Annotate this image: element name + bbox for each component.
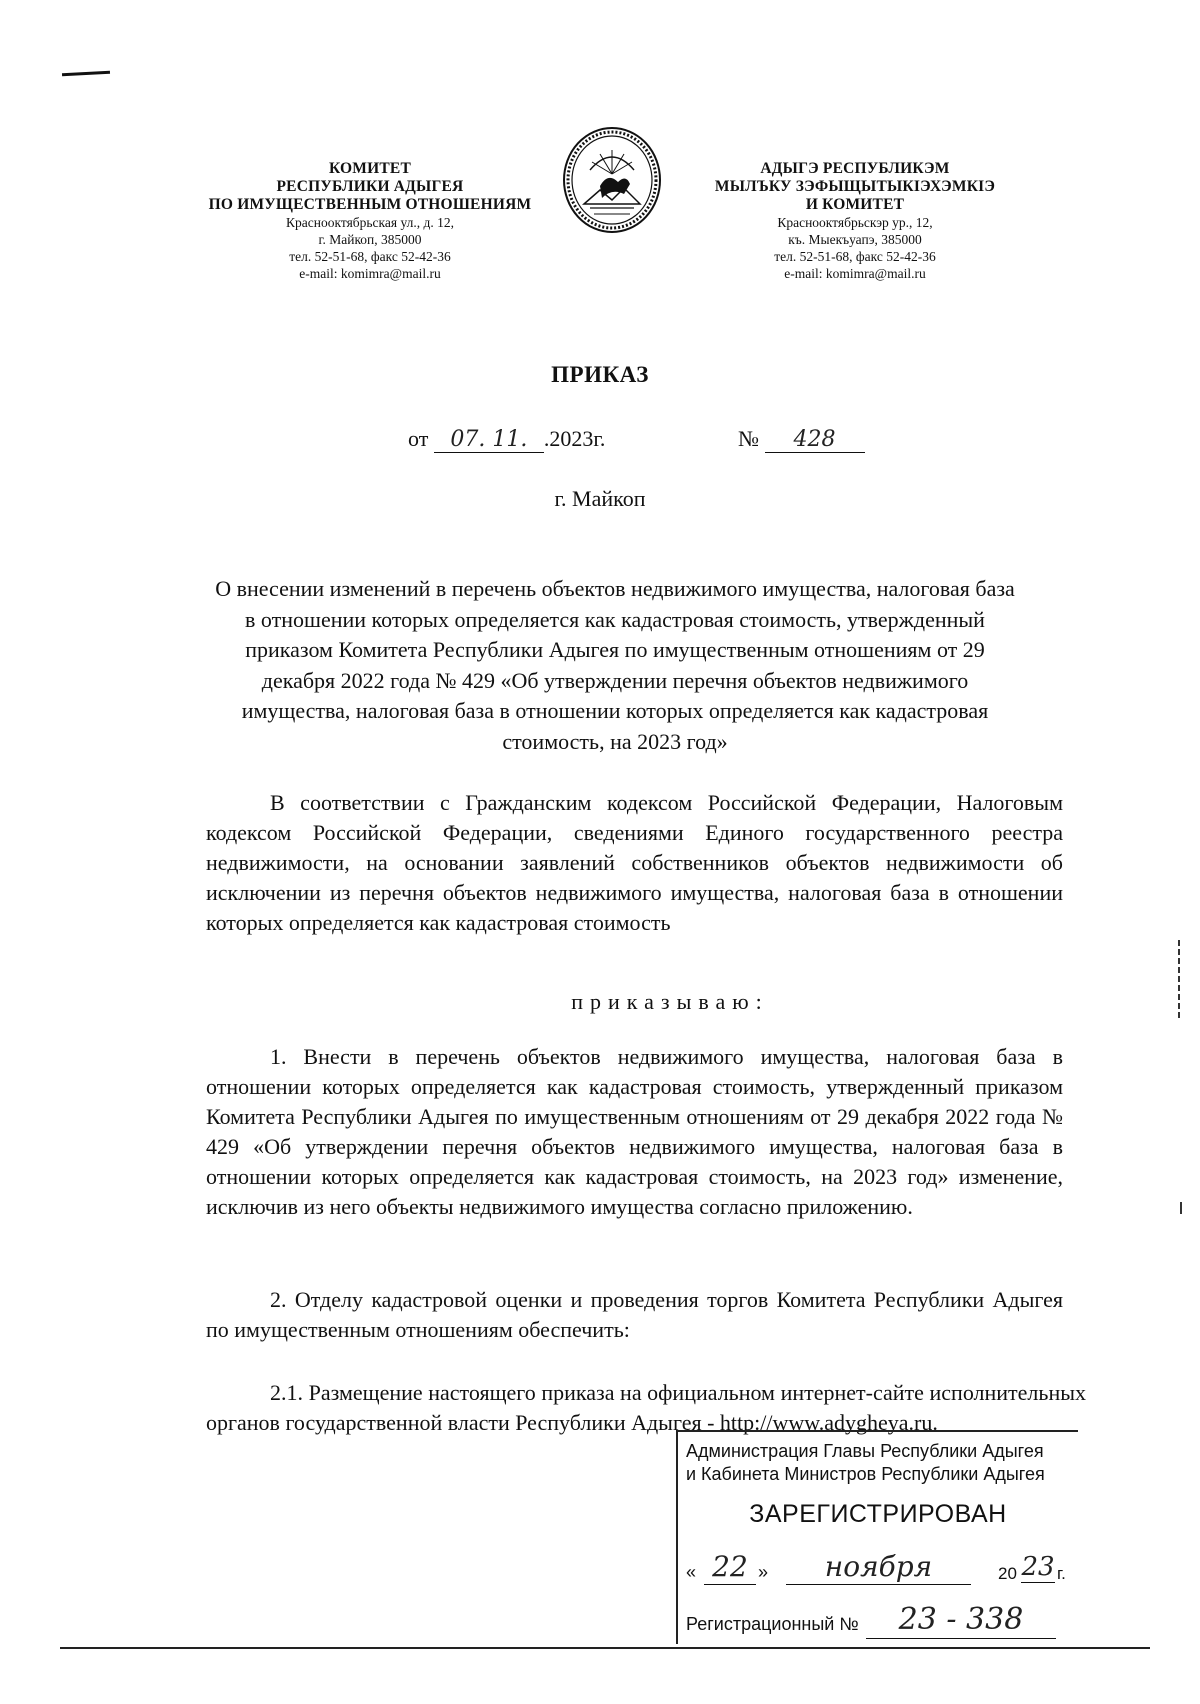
stamp-quote-open: « xyxy=(686,1562,697,1582)
header-left-address-1: Краснооктябрьская ул., д. 12, xyxy=(286,215,454,230)
preamble-paragraph: В соответствии с Гражданским кодексом Российской Федерации, Налоговым кодексом Российской Федерации, сведениями Единого государственного реестра недвижимости, на основании заявлений собственников объектов недвижимости об исключении из перечня объектов недвижимого имущества, налоговая база в отношении которых определяется как кадастровая стоимость xyxy=(206,790,1063,935)
order-number xyxy=(738,426,865,453)
order-title: ПРИКАЗ xyxy=(551,362,649,387)
number-prefix: № xyxy=(738,426,759,451)
header-right-title-2: МЫЛЪКУ ЗЭФЫЩЫТЫКIЭХЭМКIЭ xyxy=(714,178,996,195)
date-prefix: от xyxy=(408,426,429,451)
header-left-title-3: ПО ИМУЩЕСТВЕННЫМ ОТНОШЕНИЯМ xyxy=(208,196,532,213)
date-year: .2023г. xyxy=(543,426,606,451)
stamp-date xyxy=(686,1550,1078,1594)
header-left-title-2: РЕСПУБЛИКИ АДЫГЕЯ xyxy=(276,178,464,195)
stamp-org-line-2: и Кабинета Министров Республики Адыгея xyxy=(686,1464,1045,1484)
header-left-address-2: г. Майкоп, 385000 xyxy=(318,232,422,247)
scan-edge-mark xyxy=(1178,940,1180,1020)
header-right-title-1: АДЫГЭ РЕСПУБЛИКЭМ xyxy=(760,160,950,177)
header-left-email: e-mail: komimra@mail.ru xyxy=(299,266,441,281)
number-handwritten: 428 xyxy=(765,428,865,453)
stamp-quote-close: » xyxy=(758,1562,769,1582)
header-right-address-1: Краснооктябрьскэр ур., 12, xyxy=(777,215,933,230)
stamp-reg-label: Регистрационный № xyxy=(686,1614,859,1634)
header-right xyxy=(690,160,1020,282)
date-handwritten: 07. 11. xyxy=(434,428,544,453)
header-right-phone: тел. 52-51-68, факс 52-42-36 xyxy=(774,249,936,264)
stamp-day-handwritten: 22 xyxy=(704,1550,756,1585)
header-right-address-2: къ. Мыекъуапэ, 385000 xyxy=(788,232,922,247)
command-word: приказываю: xyxy=(571,989,769,1014)
bottom-divider xyxy=(60,1647,1150,1649)
order-subject: О внесении изменений в перечень объектов недвижимого имущества, налоговая база в отношении которых определяется как кадастровая стоимость, утвержденный приказом Комитета Республики Адыгея по имущественным отношениям от 29 декабря 2022 года № 429 «Об утверждении перечня объектов недвижимого имущества, налоговая база в отношении которых определяется как кадастровая стоимость, на 2023 год» xyxy=(215,576,1015,754)
item-2-1-paragraph: 2.1. Размещение настоящего приказа на официальном интернет-сайте исполнительных органов государственной власти Республики Адыгея - http://www.adygheya.ru. xyxy=(206,1380,1086,1435)
stamp-organization xyxy=(686,1440,1078,1486)
stamp-registered-label: ЗАРЕГИСТРИРОВАН xyxy=(749,1500,1007,1528)
stamp-year-handwritten: 23 xyxy=(1021,1552,1055,1582)
city: г. Майкоп xyxy=(554,486,646,511)
stamp-registration-number xyxy=(686,1604,1078,1644)
item-1-paragraph: 1. Внести в перечень объектов недвижимого имущества, налоговая база в отношении которых определяется как кадастровая стоимость, утвержденный приказом Комитета Республики Адыгея по имущественным отношениям от 29 декабря 2022 года № 429 «Об утверждении перечня объектов недвижимого имущества, налоговая база в отношении которых определяется как кадастровая стоимость, на 2023 год» изменение, исключив из него объекты недвижимого имущества согласно приложению. xyxy=(206,1044,1063,1219)
header-left xyxy=(190,160,550,282)
header-right-title-3: И КОМИТЕТ xyxy=(805,196,905,213)
stamp-reg-number-handwritten: 23 - 338 xyxy=(866,1602,1056,1639)
header-left-title-1: КОМИТЕТ xyxy=(328,160,411,177)
registration-stamp xyxy=(676,1430,1078,1644)
header-right-email: e-mail: komimra@mail.ru xyxy=(784,266,926,281)
scan-edge-mark-small xyxy=(1180,1202,1182,1214)
stamp-year-letter: г. xyxy=(1057,1564,1066,1583)
stamp-month-handwritten: ноября xyxy=(786,1550,971,1585)
scan-mark xyxy=(62,71,110,77)
stamp-org-line-1: Администрация Главы Республики Адыгея xyxy=(686,1441,1044,1461)
coat-of-arms-icon xyxy=(560,124,664,236)
item-2-paragraph: 2. Отделу кадастровой оценки и проведения торгов Комитета Республики Адыгея по имущественным отношениям обеспечить: xyxy=(206,1287,1063,1342)
stamp-year-prefix: 20 xyxy=(998,1564,1017,1583)
header-left-phone: тел. 52-51-68, факс 52-42-36 xyxy=(289,249,451,264)
order-date xyxy=(408,426,605,453)
